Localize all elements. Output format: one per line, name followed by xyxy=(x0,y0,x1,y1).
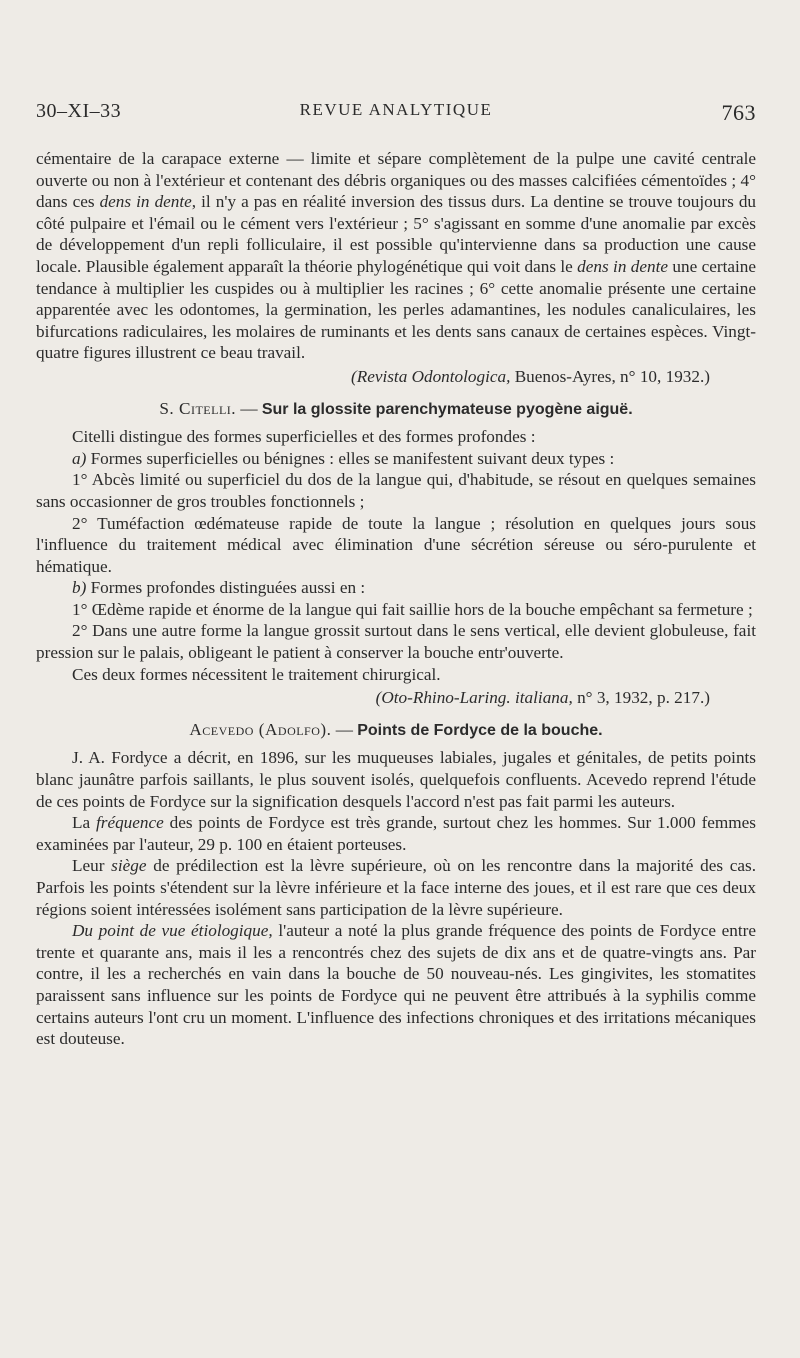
paragraph: 2° Tuméfaction œdémateuse rapide de toute la langue ; résolution en quelques jours sous l'influence du traitement médical avec élimination d'une sécrétion séreuse ou séro-purulente et hématique. xyxy=(36,513,756,576)
paragraph: Citelli distingue des formes superficielles et des formes profondes : xyxy=(72,427,536,447)
source-citation: (Oto-Rhino-Laring. italiana, n° 3, 1932, p. 217.) xyxy=(375,688,710,708)
article-heading: Acevedo (Adolfo). — Points de Fordyce de la bouche. xyxy=(189,719,603,739)
paragraph: J. A. Fordyce a décrit, en 1896, sur les muqueuses labiales, jugales et génitales, de petits points blanc jaunâtre parfois saillants, le plus souvent isolés, quelquefois confluents. Acevedo reprend l'étude de ces points de Fordyce sur la signification desquels l'accord n'est pas fait parmi les auteurs. xyxy=(36,748,756,811)
journal-title: REVUE ANALYTIQUE xyxy=(299,100,493,119)
source-citation: (Revista Odontologica, Buenos-Ayres, n° 10, 1932.) xyxy=(350,366,710,386)
paragraph: Ces deux formes nécessitent le traitement chirurgical. xyxy=(72,664,441,684)
article-author: S. Citelli. xyxy=(159,398,237,418)
paragraph: Leur siège de prédilection est la lèvre supérieure, où on les rencontre dans la majorité des cas. Parfois les points s'étendent sur la lèvre inférieure et la face interne des joues, et il est rare que ces deux régions soient intéressées isolément sans participation de la lèvre supérieure. xyxy=(36,856,756,919)
paragraph: 1° Abcès limité ou superficiel du dos de la langue qui, d'habitude, se résout en quelques semaines sans occasionner de gros troubles fonctionnels ; xyxy=(36,470,756,511)
paragraph: a) Formes superficielles ou bénignes : elles se manifestent suivant deux types : xyxy=(72,448,615,468)
paragraph: 1° Œdème rapide et énorme de la langue qui fait saillie hors de la bouche empêchant sa fermeture ; xyxy=(72,599,753,619)
page-body xyxy=(36,148,756,1050)
running-head xyxy=(36,100,756,130)
paragraph: b) Formes profondes distinguées aussi en : xyxy=(72,578,366,598)
article-author: Acevedo (Adolfo). xyxy=(189,719,332,739)
article-title: Sur la glossite parenchymateuse pyogène aiguë. xyxy=(261,400,633,418)
paragraph: Du point de vue étiologique, l'auteur a noté la plus grande fréquence des points de Fordyce entre trente et quarante ans, mais il les a rencontrés chez des sujets de dix ans et de quatre-vingts ans. Par contre, il les a recherchés en vain dans la bouche de 50 nouveau-nés. Les gingivites, les stomatites paraissent sans influence sur les points de Fordyce qui ne peuvent être attribués à la syphilis comme certains auteurs l'ont cru un moment. L'influence des infections chroniques et des irritations mécaniques est douteuse. xyxy=(36,921,756,1049)
paragraph: 2° Dans une autre forme la langue grossit surtout dans le sens vertical, elle devient globuleuse, fait pression sur le palais, obligeant le patient à conserver la bouche entr'ouverte. xyxy=(36,621,756,663)
article-title: Points de Fordyce de la bouche. xyxy=(357,721,603,739)
carryover-paragraph: cémentaire de la carapace externe — limite et sépare complètement de la pulpe une cavité centrale ouverte ou non à l'extérieur et contenant des débris organiques ou des masses calcifiées cémentoïdes ; 4° dans ces dens in dente, il n'y a pas en réalité inversion des tissus durs. La dentine se trouve toujours du côté pulpaire et l'émail ou le cément vers l'extérieur ; 5° s'agissant en somme d'une anomalie par excès de développement d'un repli folliculaire, il est possible qu'intervienne dans sa production une cause locale. Plausible également apparaît la théorie phylogénétique qui voit dans le dens in dente une certaine tendance à multiplier les cuspides ou à multiplier les racines ; 6° cette anomalie présente une certaine apparentée avec les odontomes, la germination, les perles adamantines, les nodules canaliculaires, les bifurcations radiculaires, les molaires de ruminants et les dents sans canaux de certaines espèces. Vingt-quatre figures illustrent ce beau travail. xyxy=(36,149,757,363)
page-number: 763 xyxy=(721,100,756,125)
emphasis: dens in dente xyxy=(577,256,669,276)
emphasis: dens in dente xyxy=(99,192,192,212)
article-heading: S. Citelli. — Sur la glossite parenchymateuse pyogène aiguë. xyxy=(159,398,633,418)
issue-date: 30–XI–33 xyxy=(36,100,122,122)
paragraph: La fréquence des points de Fordyce est très grande, surtout chez les hommes. Sur 1.000 femmes examinées par l'auteur, 29 p. 100 en étaient porteuses. xyxy=(36,813,756,854)
